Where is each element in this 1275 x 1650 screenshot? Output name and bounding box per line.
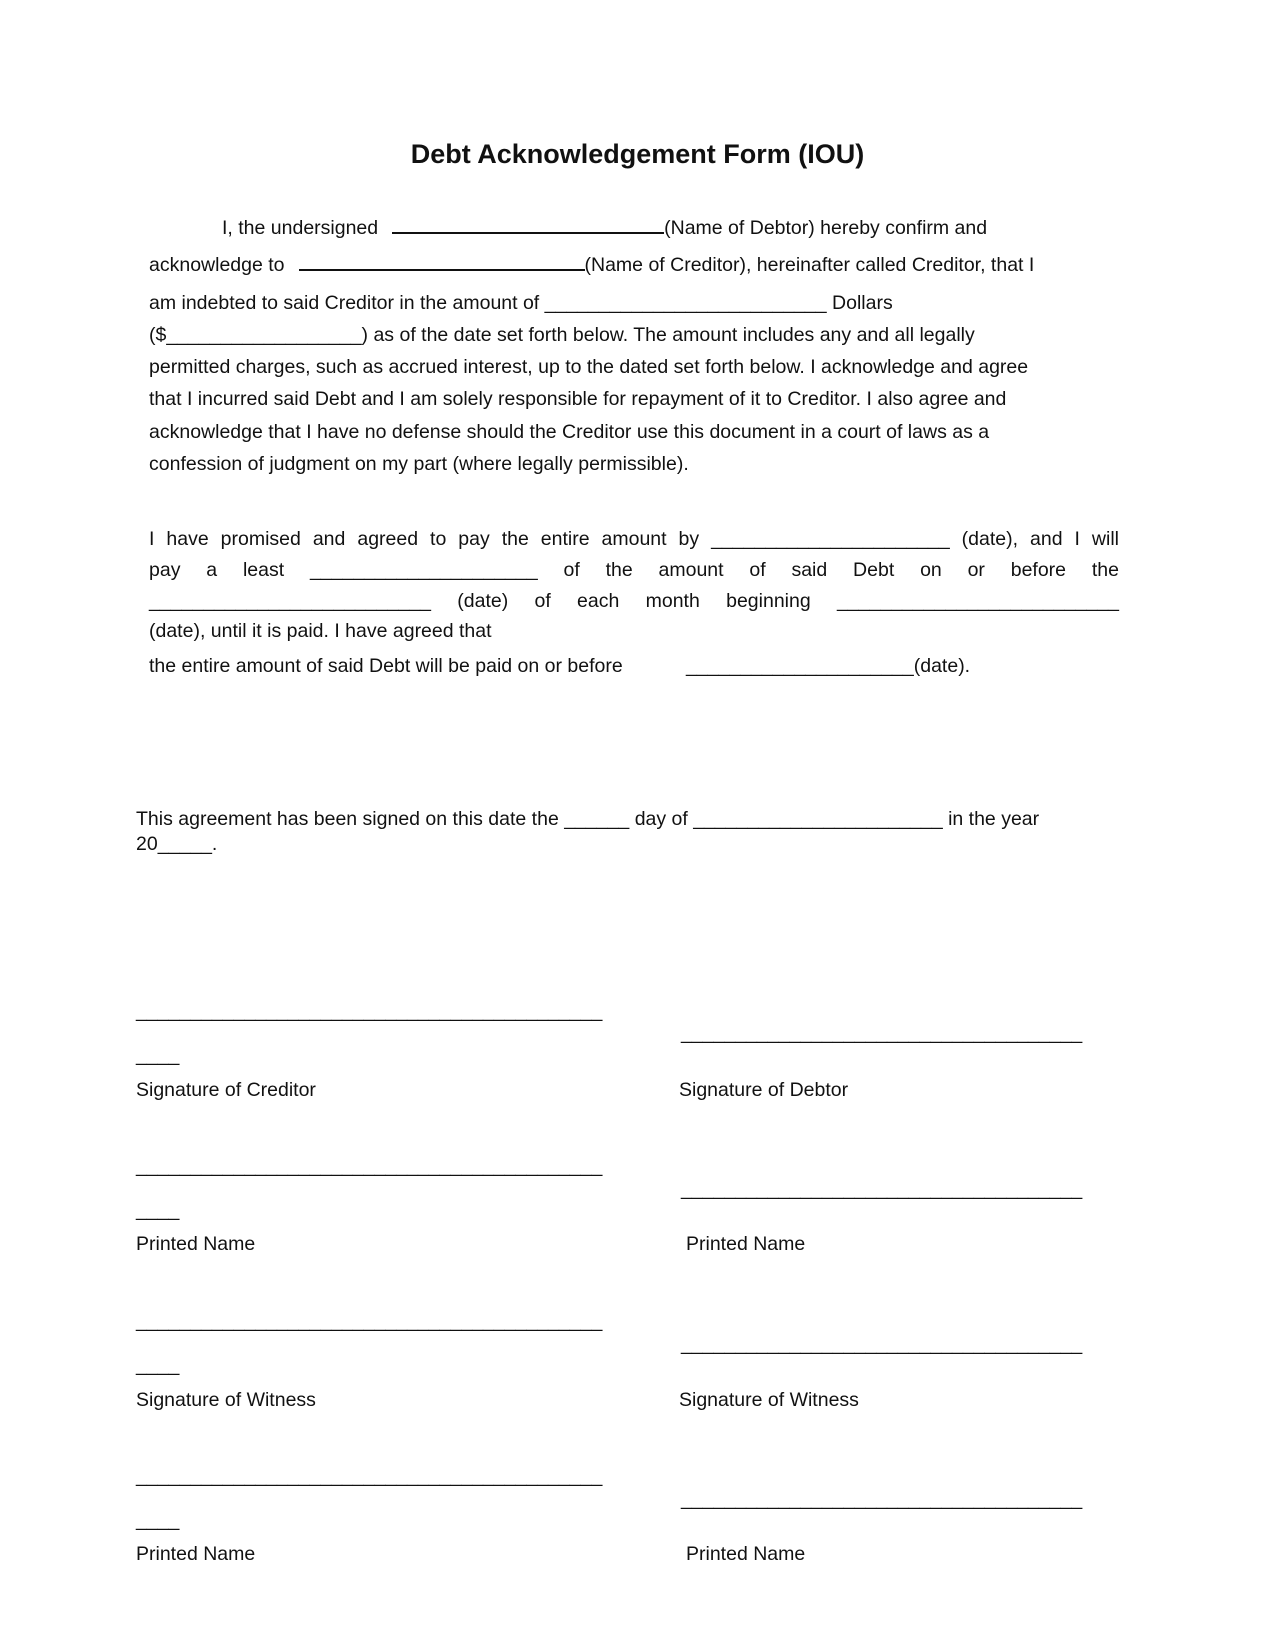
p2-word: said bbox=[791, 559, 828, 581]
debtor-printed-name-label: Printed Name bbox=[686, 1233, 806, 1255]
p2-word: will bbox=[1091, 528, 1119, 550]
p2-word: each bbox=[577, 590, 620, 612]
p2-word: Debt bbox=[853, 559, 895, 581]
p2-word: agreed bbox=[357, 528, 419, 550]
p1-line-4: ($__________________) as of the date set forth below. The amount includes any and all legally bbox=[149, 324, 975, 346]
p2-word: (date) bbox=[457, 590, 509, 612]
signature-of-witness-left-label: Signature of Witness bbox=[136, 1389, 316, 1411]
p2-word: to bbox=[430, 528, 447, 550]
monthly-day-blank[interactable]: __________________________ bbox=[149, 590, 431, 612]
pay-by-date-blank[interactable]: ______________________ bbox=[711, 528, 950, 550]
witness-printed-name-left-line[interactable]: ___________________________________________ bbox=[136, 1465, 603, 1487]
p2-word: I bbox=[1074, 528, 1080, 550]
p2-word: promised bbox=[220, 528, 301, 550]
signed-date-line: This agreement has been signed on this date the ______ day of _______________________ in the year bbox=[136, 808, 1040, 830]
p2-word: (date), bbox=[961, 528, 1019, 550]
p2-word: pay bbox=[149, 559, 181, 581]
p2-word: pay bbox=[458, 528, 490, 550]
p1-line-8: confession of judgment on my part (where legally permissible). bbox=[149, 453, 689, 475]
p2-word: and bbox=[312, 528, 346, 550]
p1-line-6: that I incurred said Debt and I am solely responsible for repayment of it to Creditor. I also agree and bbox=[149, 388, 1007, 410]
creditor-signature-line-tail: ____ bbox=[136, 1044, 180, 1066]
p2-word: have bbox=[166, 528, 209, 550]
creditor-witness-signature-line-tail: ____ bbox=[136, 1354, 180, 1376]
p1-line-7: acknowledge that I have no defense should the Creditor use this document in a court of laws as a bbox=[149, 421, 990, 443]
page-title: Debt Acknowledgement Form (IOU) bbox=[410, 139, 865, 169]
debtor-name-field[interactable] bbox=[392, 212, 664, 234]
p2-word: the bbox=[501, 528, 529, 550]
signature-of-witness-right-label: Signature of Witness bbox=[679, 1389, 859, 1411]
signature-of-debtor-label: Signature of Debtor bbox=[679, 1079, 849, 1101]
p1-l1-text-b: (Name of Debtor) hereby confirm and bbox=[664, 217, 988, 239]
p2-word: and bbox=[1030, 528, 1063, 550]
p2-word: before bbox=[1010, 559, 1067, 581]
creditor-signature-line[interactable]: ___________________________________________ bbox=[136, 1000, 603, 1022]
p2-word: the bbox=[605, 559, 633, 581]
p2-word: beginning bbox=[726, 590, 811, 612]
p2-word: on bbox=[920, 559, 942, 581]
witness-printed-name-left-line-tail: ____ bbox=[136, 1509, 180, 1531]
p2-line-3 bbox=[149, 590, 1119, 613]
p2-word: a bbox=[206, 559, 218, 581]
p2-word: the bbox=[1091, 559, 1119, 581]
debtor-signature-line[interactable]: _____________________________________ bbox=[681, 1022, 1083, 1044]
p1-line-2 bbox=[149, 249, 1034, 277]
p2-line-2 bbox=[149, 559, 1119, 582]
creditor-name-field[interactable] bbox=[299, 249, 585, 271]
creditor-printed-name-line[interactable]: ___________________________________________ bbox=[136, 1155, 603, 1177]
p1-line-3: am indebted to said Creditor in the amount of __________________________ Dollars bbox=[149, 292, 893, 314]
witness-printed-name-left-label: Printed Name bbox=[136, 1543, 256, 1565]
p2-line-5a: the entire amount of said Debt will be paid on or before bbox=[149, 655, 623, 677]
debtor-witness-signature-line[interactable]: _____________________________________ bbox=[681, 1333, 1083, 1355]
p1-l2-text-a: acknowledge to bbox=[149, 254, 285, 276]
installment-amount-blank[interactable]: _____________________ bbox=[309, 559, 538, 581]
final-date-blank[interactable]: _____________________(date). bbox=[686, 655, 971, 677]
witness-printed-name-right-label: Printed Name bbox=[686, 1543, 806, 1565]
p2-word: amount bbox=[658, 559, 724, 581]
p2-word: or bbox=[967, 559, 985, 581]
p2-word: month bbox=[645, 590, 700, 612]
p1-l2-text-b: (Name of Creditor), hereinafter called Creditor, that I bbox=[584, 254, 1035, 276]
p2-word: of bbox=[563, 559, 580, 581]
beginning-date-blank[interactable]: __________________________ bbox=[836, 590, 1119, 612]
p1-line-1 bbox=[222, 212, 987, 240]
p2-word: of bbox=[534, 590, 551, 612]
signed-year-line: 20_____. bbox=[136, 833, 218, 855]
p1-l1-text-a: I, the undersigned bbox=[222, 217, 379, 239]
debtor-printed-name-line[interactable]: _____________________________________ bbox=[681, 1178, 1083, 1200]
creditor-witness-signature-line[interactable]: ___________________________________________ bbox=[136, 1310, 603, 1332]
p1-line-5: permitted charges, such as accrued interest, up to the dated set forth below. I acknowledge and agree bbox=[149, 356, 1029, 378]
p2-word: amount bbox=[601, 528, 667, 550]
p2-line-1 bbox=[149, 528, 1119, 551]
creditor-printed-name-label: Printed Name bbox=[136, 1233, 256, 1255]
p2-word: by bbox=[678, 528, 700, 550]
creditor-printed-name-line-tail: ____ bbox=[136, 1199, 180, 1221]
signature-of-creditor-label: Signature of Creditor bbox=[136, 1079, 316, 1101]
p2-word: I bbox=[149, 528, 155, 550]
p2-word: entire bbox=[540, 528, 590, 550]
p2-line-4: (date), until it is paid. I have agreed that bbox=[149, 620, 492, 642]
p2-word: least bbox=[242, 559, 285, 581]
witness-printed-name-right-line[interactable]: _____________________________________ bbox=[681, 1488, 1083, 1510]
p2-word: of bbox=[749, 559, 766, 581]
